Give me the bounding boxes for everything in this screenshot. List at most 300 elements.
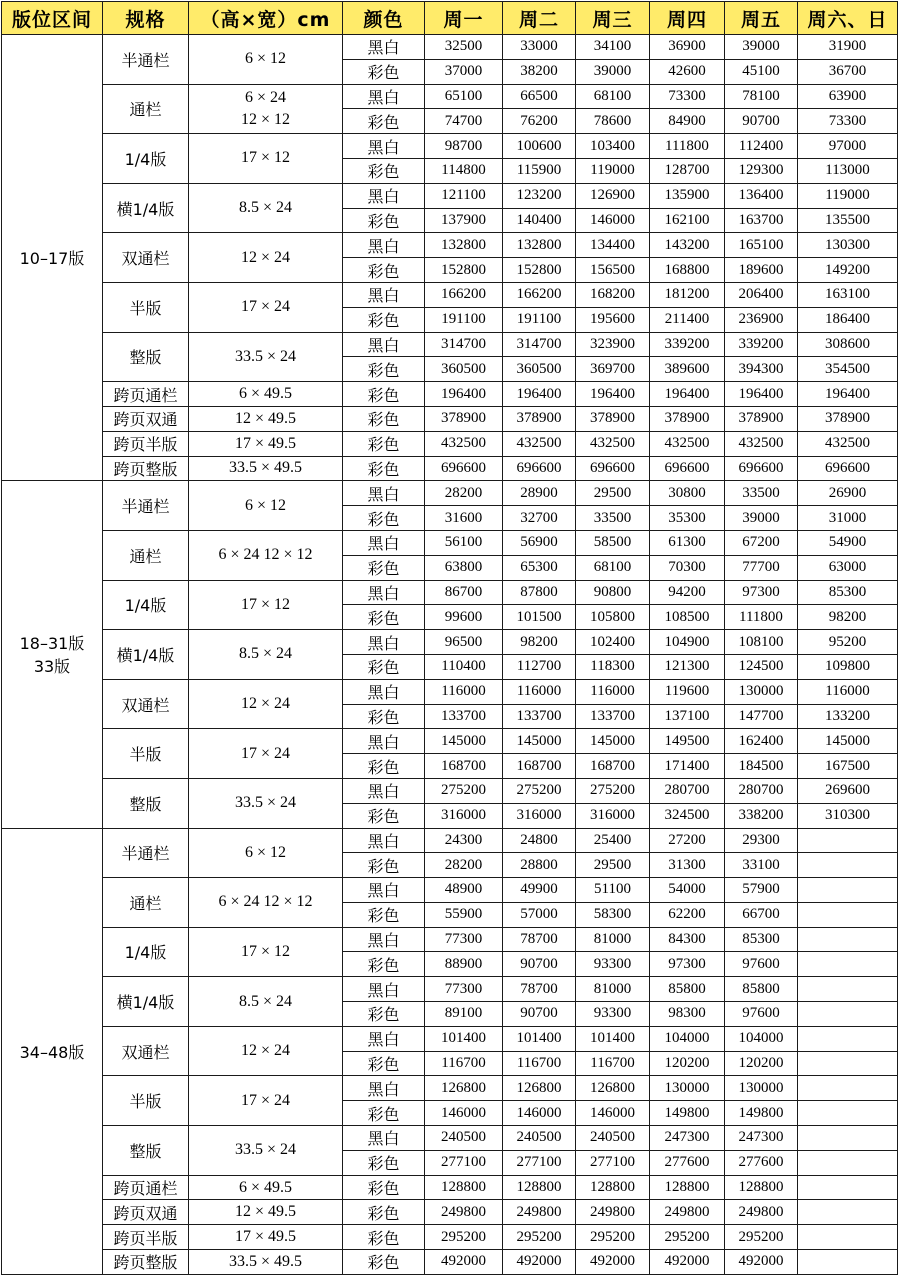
spec-cell: 跨页整版 [103,1250,189,1275]
price-cell: 316000 [503,803,576,828]
price-cell: 29300 [725,828,798,853]
price-cell: 102400 [576,630,650,655]
table-row [2,481,898,506]
price-cell: 116000 [425,679,503,704]
size-line: 12 × 24 [240,1042,291,1060]
price-cell: 31600 [425,506,503,531]
price-cell: 90700 [503,952,576,977]
price-cell: 90800 [576,580,650,605]
zone-label-line: 33版 [33,657,71,677]
price-cell: 96500 [425,630,503,655]
color-cell: 黑白 [343,729,425,754]
zone-cell [2,828,103,1274]
table-row [2,382,898,407]
price-cell: 121300 [650,654,725,679]
price-cell: 68100 [576,84,650,109]
table-row [2,828,898,853]
price-cell: 104000 [650,1026,725,1051]
price-cell: 119000 [798,183,898,208]
price-cell: 77300 [425,927,503,952]
color-cell: 彩色 [343,1150,425,1175]
price-cell: 36900 [650,35,725,60]
price-cell: 57900 [725,878,798,903]
table-row [2,84,898,109]
price-cell: 24300 [425,828,503,853]
price-cell: 81000 [576,977,650,1002]
price-cell: 295200 [425,1225,503,1250]
table-row [2,1076,898,1101]
size-line: 17 × 24 [240,1091,291,1109]
price-cell: 108500 [650,605,725,630]
price-cell: 38200 [503,59,576,84]
price-cell: 166200 [503,282,576,307]
price-cell: 196400 [650,382,725,407]
price-cell: 29500 [576,853,650,878]
price-cell: 101400 [425,1026,503,1051]
price-cell: 54900 [798,530,898,555]
price-cell: 88900 [425,952,503,977]
price-cell: 129300 [725,158,798,183]
price-cell: 33500 [725,481,798,506]
price-cell: 116000 [576,679,650,704]
size-cell [189,406,343,431]
size-line: 6 × 49.5 [238,385,293,403]
size-line: 6 × 24 [244,88,287,106]
header-row [2,2,898,35]
price-cell: 58500 [576,530,650,555]
price-cell: 168200 [576,282,650,307]
price-cell: 31900 [798,35,898,60]
price-cell: 162100 [650,208,725,233]
price-cell: 66700 [725,902,798,927]
price-cell: 128700 [650,158,725,183]
color-cell: 彩色 [343,1175,425,1200]
price-cell: 98700 [425,134,503,159]
price-cell: 295200 [650,1225,725,1250]
size-cell [189,1225,343,1250]
header-thursday: 周四 [650,2,725,35]
price-cell: 128800 [725,1175,798,1200]
price-cell: 196400 [425,382,503,407]
price-cell: 275200 [503,778,576,803]
color-cell: 彩色 [343,506,425,531]
price-cell: 492000 [576,1250,650,1275]
price-cell [798,952,898,977]
price-cell: 181200 [650,282,725,307]
price-cell: 98200 [798,605,898,630]
spec-cell: 半通栏 [103,35,189,85]
spec-cell: 横1/4版 [103,630,189,680]
price-cell: 295200 [725,1225,798,1250]
price-cell: 104900 [650,630,725,655]
size-line: 12 × 49.5 [234,409,297,427]
price-cell: 277600 [650,1150,725,1175]
price-cell: 39000 [725,35,798,60]
color-cell: 彩色 [343,555,425,580]
price-cell: 338200 [725,803,798,828]
price-cell: 168700 [503,754,576,779]
price-cell: 116700 [503,1051,576,1076]
spec-cell: 半通栏 [103,481,189,531]
color-cell: 彩色 [343,456,425,481]
price-cell: 105800 [576,605,650,630]
price-cell: 133200 [798,704,898,729]
color-cell: 黑白 [343,134,425,159]
price-cell: 67200 [725,530,798,555]
header-color: 颜色 [343,2,425,35]
price-cell: 432500 [503,431,576,456]
table-row [2,1200,898,1225]
price-cell: 696600 [425,456,503,481]
price-cell: 249800 [576,1200,650,1225]
price-cell: 108100 [725,630,798,655]
price-cell: 133700 [425,704,503,729]
price-cell: 136400 [725,183,798,208]
price-cell: 33000 [503,35,576,60]
price-cell: 78700 [503,927,576,952]
color-cell: 黑白 [343,630,425,655]
price-cell: 63800 [425,555,503,580]
price-cell: 149800 [650,1101,725,1126]
price-cell [798,902,898,927]
spec-cell: 半版 [103,1076,189,1126]
ad-rate-table [1,1,898,1275]
color-cell: 彩色 [343,952,425,977]
color-cell: 彩色 [343,382,425,407]
price-cell: 97600 [725,1002,798,1027]
price-cell: 206400 [725,282,798,307]
size-line: 17 × 24 [240,744,291,762]
price-cell: 24800 [503,828,576,853]
price-cell: 115900 [503,158,576,183]
price-cell: 163700 [725,208,798,233]
price-cell: 339200 [725,332,798,357]
price-cell: 78700 [503,977,576,1002]
table-row [2,977,898,1002]
color-cell: 彩色 [343,431,425,456]
size-cell [189,456,343,481]
spec-cell: 半版 [103,729,189,779]
table-row [2,1175,898,1200]
price-cell: 112700 [503,654,576,679]
price-cell: 31300 [650,853,725,878]
price-cell: 310300 [798,803,898,828]
size-line: 33.5 × 24 [234,1141,297,1159]
spec-cell: 整版 [103,332,189,382]
price-cell: 492000 [503,1250,576,1275]
price-cell: 130000 [650,1076,725,1101]
price-cell: 378900 [503,406,576,431]
table-row [2,431,898,456]
color-cell: 黑白 [343,878,425,903]
price-cell: 85800 [650,977,725,1002]
table-row [2,1250,898,1275]
header-size: （高×宽）cm [189,2,343,35]
size-line: 33.5 × 49.5 [228,1252,303,1270]
price-cell: 132800 [503,233,576,258]
price-cell: 45100 [725,59,798,84]
price-cell: 162400 [725,729,798,754]
price-cell: 128800 [503,1175,576,1200]
price-cell [798,977,898,1002]
color-cell: 黑白 [343,580,425,605]
spec-cell: 跨页整版 [103,456,189,481]
size-line: 6 × 24 12 × 12 [218,893,313,911]
color-cell: 彩色 [343,406,425,431]
price-cell: 280700 [725,778,798,803]
price-cell: 432500 [576,431,650,456]
size-line: 12 × 24 [240,695,291,713]
price-cell [798,1175,898,1200]
spec-cell: 跨页通栏 [103,1175,189,1200]
spec-cell: 跨页半版 [103,1225,189,1250]
price-cell: 27200 [650,828,725,853]
price-cell: 165100 [725,233,798,258]
price-cell: 130000 [725,1076,798,1101]
table-header [2,2,898,35]
zone-label-line: 34–48版 [19,1042,85,1062]
price-cell: 360500 [503,357,576,382]
price-cell: 119600 [650,679,725,704]
price-cell: 33100 [725,853,798,878]
price-cell: 48900 [425,878,503,903]
color-cell: 黑白 [343,828,425,853]
size-line: 8.5 × 24 [238,992,293,1010]
price-cell: 135900 [650,183,725,208]
price-cell: 42600 [650,59,725,84]
price-cell: 166200 [425,282,503,307]
price-cell: 249800 [650,1200,725,1225]
price-cell: 111800 [725,605,798,630]
price-cell: 97600 [725,952,798,977]
price-cell: 378900 [576,406,650,431]
price-cell: 167500 [798,754,898,779]
price-cell [798,878,898,903]
price-cell: 696600 [576,456,650,481]
price-cell [798,853,898,878]
price-cell: 432500 [798,431,898,456]
table-row [2,1225,898,1250]
price-cell: 56900 [503,530,576,555]
header-zone: 版位区间 [2,2,103,35]
price-cell: 196400 [725,382,798,407]
color-cell: 黑白 [343,233,425,258]
color-cell: 彩色 [343,59,425,84]
price-cell: 378900 [798,406,898,431]
spec-cell: 双通栏 [103,679,189,729]
price-cell: 31000 [798,506,898,531]
price-cell: 123200 [503,183,576,208]
price-cell: 126800 [425,1076,503,1101]
size-cell [189,481,343,531]
price-cell [798,1076,898,1101]
table-row [2,927,898,952]
size-line: 17 × 49.5 [234,1228,297,1246]
price-cell: 277100 [503,1150,576,1175]
price-cell: 140400 [503,208,576,233]
price-cell: 130300 [798,233,898,258]
price-cell: 101400 [503,1026,576,1051]
table-row [2,729,898,754]
size-line: 6 × 49.5 [238,1178,293,1196]
spec-cell: 跨页半版 [103,431,189,456]
color-cell: 彩色 [343,158,425,183]
size-line: 33.5 × 24 [234,794,297,812]
spec-cell: 通栏 [103,84,189,134]
price-cell: 191100 [425,307,503,332]
price-cell: 168700 [425,754,503,779]
size-line: 17 × 12 [240,942,291,960]
price-cell: 189600 [725,258,798,283]
price-cell: 152800 [425,258,503,283]
price-cell: 133700 [576,704,650,729]
price-cell: 137100 [650,704,725,729]
price-cell: 184500 [725,754,798,779]
price-cell: 135500 [798,208,898,233]
price-cell: 116000 [798,679,898,704]
price-cell: 120200 [725,1051,798,1076]
size-line: 8.5 × 24 [238,645,293,663]
price-cell: 308600 [798,332,898,357]
spec-cell: 半版 [103,282,189,332]
price-cell: 35300 [650,506,725,531]
price-cell: 354500 [798,357,898,382]
price-cell: 81000 [576,927,650,952]
size-cell [189,1076,343,1126]
price-cell [798,1026,898,1051]
table-row [2,183,898,208]
price-cell: 85800 [725,977,798,1002]
price-cell: 97300 [650,952,725,977]
price-cell: 116700 [576,1051,650,1076]
header-friday: 周五 [725,2,798,35]
header-tuesday: 周二 [503,2,576,35]
size-line: 6 × 12 [244,843,287,861]
price-cell: 58300 [576,902,650,927]
zone-label-line: 18–31版 [19,634,85,654]
price-cell: 32500 [425,35,503,60]
price-cell [798,828,898,853]
price-cell: 68100 [576,555,650,580]
table-row [2,530,898,555]
price-cell: 85300 [725,927,798,952]
price-cell: 30800 [650,481,725,506]
price-cell: 316000 [576,803,650,828]
size-line: 6 × 24 12 × 12 [218,546,313,564]
color-cell: 黑白 [343,84,425,109]
price-cell: 28200 [425,853,503,878]
price-cell: 126900 [576,183,650,208]
price-cell [798,1150,898,1175]
spec-cell: 跨页双通 [103,406,189,431]
spec-cell: 跨页通栏 [103,382,189,407]
price-cell: 696600 [503,456,576,481]
size-line: 6 × 12 [244,50,287,68]
table-row [2,35,898,60]
price-cell: 280700 [650,778,725,803]
spec-cell: 半通栏 [103,828,189,878]
price-cell: 101500 [503,605,576,630]
size-cell [189,84,343,134]
price-cell: 492000 [425,1250,503,1275]
price-cell: 77700 [725,555,798,580]
color-cell: 黑白 [343,977,425,1002]
table-row [2,580,898,605]
price-cell: 28900 [503,481,576,506]
price-cell: 84300 [650,927,725,952]
price-cell: 186400 [798,307,898,332]
size-cell [189,1175,343,1200]
price-cell: 32700 [503,506,576,531]
price-cell: 323900 [576,332,650,357]
size-line: 33.5 × 49.5 [228,459,303,477]
spec-cell: 双通栏 [103,233,189,283]
spec-cell: 双通栏 [103,1026,189,1076]
price-cell: 61300 [650,530,725,555]
price-cell: 145000 [503,729,576,754]
spec-cell: 整版 [103,778,189,828]
price-cell: 109800 [798,654,898,679]
price-cell: 65100 [425,84,503,109]
price-cell: 432500 [425,431,503,456]
price-cell: 85300 [798,580,898,605]
price-cell: 65300 [503,555,576,580]
color-cell: 彩色 [343,109,425,134]
price-cell: 378900 [425,406,503,431]
price-cell: 145000 [425,729,503,754]
table-body [2,35,898,1275]
color-cell: 彩色 [343,605,425,630]
size-cell [189,1200,343,1225]
price-cell: 143200 [650,233,725,258]
price-cell: 295200 [503,1225,576,1250]
price-cell: 146000 [503,1101,576,1126]
price-cell: 432500 [650,431,725,456]
price-cell: 211400 [650,307,725,332]
price-cell: 247300 [650,1126,725,1151]
table-row [2,1126,898,1151]
price-cell: 25400 [576,828,650,853]
spec-cell: 通栏 [103,878,189,928]
price-cell: 149500 [650,729,725,754]
spec-cell: 通栏 [103,530,189,580]
price-cell: 100600 [503,134,576,159]
price-cell: 696600 [725,456,798,481]
price-cell: 93300 [576,1002,650,1027]
price-cell: 168700 [576,754,650,779]
price-cell: 101400 [576,1026,650,1051]
price-cell: 34100 [576,35,650,60]
size-cell [189,431,343,456]
price-cell: 104000 [725,1026,798,1051]
size-cell [189,878,343,928]
price-cell: 369700 [576,357,650,382]
color-cell: 黑白 [343,35,425,60]
price-cell [798,1051,898,1076]
price-cell: 696600 [798,456,898,481]
price-cell: 389600 [650,357,725,382]
price-cell: 63900 [798,84,898,109]
price-cell: 163100 [798,282,898,307]
price-cell: 49900 [503,878,576,903]
price-cell [798,1200,898,1225]
price-cell: 378900 [725,406,798,431]
price-cell: 240500 [425,1126,503,1151]
color-cell: 彩色 [343,704,425,729]
price-cell: 137900 [425,208,503,233]
header-spec: 规格 [103,2,189,35]
color-cell: 黑白 [343,679,425,704]
